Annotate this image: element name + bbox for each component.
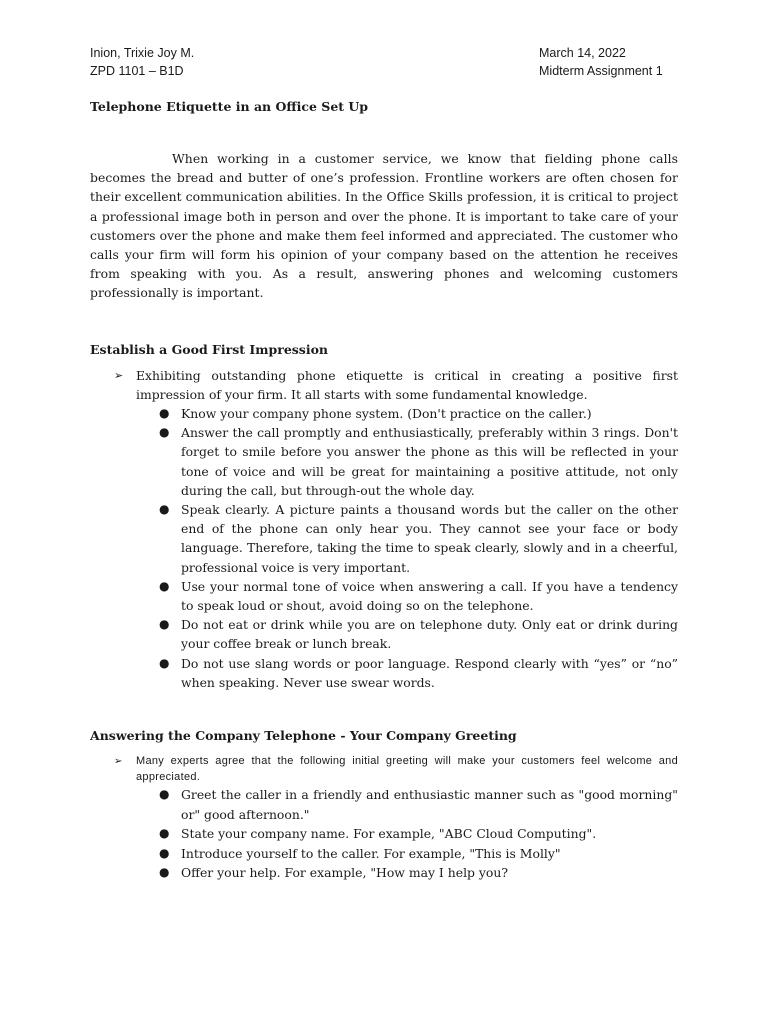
- course-code: ZPD 1101 – B1D: [90, 64, 184, 78]
- list-item-text: Know your company phone system. (Don't practice on the caller.): [181, 406, 592, 422]
- arrow-bullet-icon: ➢: [114, 368, 124, 382]
- bullet-list: [90, 785, 678, 883]
- list-item: [90, 824, 678, 844]
- header-right: [539, 44, 663, 80]
- arrow-item-text: Many experts agree that the following initial greeting will make your customers feel welcome and appreciated.: [136, 755, 678, 783]
- list-item-text: State your company name. For example, "ABC Cloud Computing".: [181, 826, 597, 842]
- document-date: March 14, 2022: [539, 46, 626, 60]
- list-item: [90, 844, 678, 864]
- intro-paragraph: When working in a customer service, we know that fielding phone calls becomes the bread and butter of one’s profession. Frontline workers are often chosen for their excellent communication abilities. In the Office Skills profession, it is critical to project a professional image both in person and over the phone. It is important to take care of your customers over the phone and make them feel informed and appreciated. The customer who calls your firm will form his opinion of your company based on the attention he receives from speaking with you. As a result, answering phones and welcoming customers professionally is important.: [90, 151, 678, 301]
- list-item-text: Greet the caller in a friendly and enthusiastic manner such as "good morning" or" good afternoon.": [181, 787, 678, 822]
- bullet-icon: ●: [159, 865, 170, 880]
- bullet-icon: ●: [159, 406, 170, 421]
- bullet-icon: ●: [159, 655, 170, 670]
- list-item-text: Offer your help. For example, "How may I help you?: [181, 865, 508, 881]
- section-heading-company-greeting: Answering the Company Telephone - Your Company Greeting: [90, 728, 517, 744]
- author-name: Inion, Trixie Joy M.: [90, 46, 195, 60]
- bullet-icon: ●: [159, 826, 170, 841]
- assignment-name: Midterm Assignment 1: [539, 64, 663, 78]
- header-left: [90, 44, 194, 80]
- list-item-text: Introduce yourself to the caller. For example, "This is Molly": [181, 845, 561, 861]
- list-item: [90, 615, 678, 653]
- list-item: [90, 577, 678, 615]
- bullet-icon: ●: [159, 787, 170, 802]
- arrow-list-item: [90, 366, 678, 404]
- bullet-list: [90, 404, 678, 692]
- list-item: [90, 423, 678, 500]
- bullet-icon: ●: [159, 502, 170, 517]
- document-page: [90, 44, 678, 883]
- bullet-icon: ●: [159, 845, 170, 860]
- list-item: [90, 404, 678, 423]
- bullet-icon: ●: [159, 617, 170, 632]
- list-item-text: Use your normal tone of voice when answering a call. If you have a tendency to speak loud or shout, avoid doing so on the telephone.: [181, 578, 678, 614]
- bullet-icon: ●: [159, 425, 170, 440]
- list-item-text: Answer the call promptly and enthusiastically, preferably within 3 rings. Don't forget to smile before you answer the phone as this will be reflected in your tone of voice and will be great for maintaining a positive attitude, not only during the call, but through-out the whole day.: [181, 425, 678, 498]
- section-heading-first-impression: Establish a Good First Impression: [90, 341, 329, 357]
- list-item-text: Speak clearly. A picture paints a thousand words but the caller on the other end of the phone can only hear you. They cannot see your face or body language. Therefore, taking the time to speak clearly, slowly and in a cheerful, professional voice is very important.: [181, 502, 678, 575]
- document-header: [90, 44, 678, 84]
- arrow-list-item: [90, 754, 678, 785]
- list-item: [90, 863, 678, 883]
- list-item: [90, 654, 678, 692]
- list-item: [90, 785, 678, 824]
- arrow-bullet-icon: ➢: [114, 756, 123, 768]
- arrow-item-text: Exhibiting outstanding phone etiquette is critical in creating a positive first impression of your firm. It all starts with some fundamental knowledge.: [136, 367, 678, 402]
- list-item: [90, 500, 678, 577]
- list-item-text: Do not use slang words or poor language. Respond clearly with “yes” or “no” when speaking. Never use swear words.: [181, 655, 678, 690]
- document-title: Telephone Etiquette in an Office Set Up: [90, 99, 369, 114]
- bullet-icon: ●: [159, 578, 170, 593]
- list-item-text: Do not eat or drink while you are on telephone duty. Only eat or drink during your coffee break or lunch break.: [181, 617, 678, 652]
